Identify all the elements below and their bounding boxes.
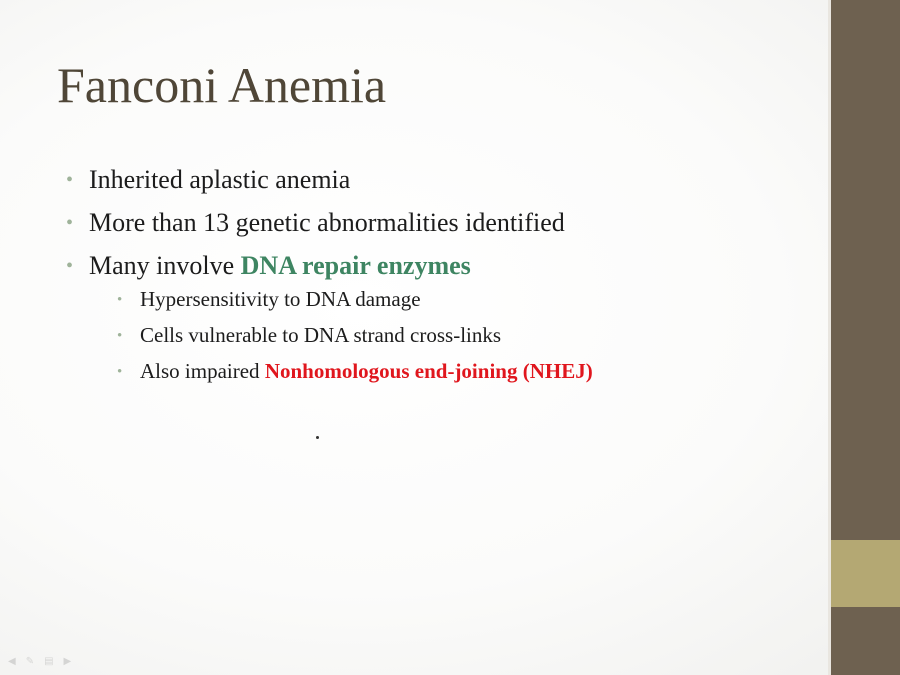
sub-bullet-item: [117, 358, 593, 384]
sub-bullet-marker-icon: •: [117, 292, 123, 308]
bullet-text: More than 13 genetic abnormalities identified: [89, 208, 565, 237]
next-slide-icon[interactable]: ▶: [63, 656, 72, 667]
side-bar-accent: [831, 540, 900, 607]
sub-bullet-text: Also impaired: [140, 359, 265, 383]
bullet-emphasis: DNA repair enzymes: [240, 251, 471, 280]
bullet-marker-icon: •: [66, 169, 74, 191]
bullet-marker-icon: •: [66, 212, 74, 234]
sub-bullet-item: [117, 286, 593, 312]
sub-bullet-text: Hypersensitivity to DNA damage: [140, 287, 421, 311]
sub-bullet-marker-icon: •: [117, 364, 123, 380]
bullet-list: [66, 164, 593, 395]
slide-title: Fanconi Anemia: [57, 57, 387, 113]
sub-bullet-emphasis: Nonhomologous end-joining (NHEJ): [264, 359, 593, 383]
bullet-marker-icon: •: [66, 255, 74, 277]
bullet-item: [66, 250, 593, 384]
bullet-text: Inherited aplastic anemia: [89, 165, 351, 194]
slide-menu-icon[interactable]: ▤: [44, 656, 54, 667]
sub-bullet-item: [117, 322, 593, 348]
slideshow-nav-controls: [8, 656, 71, 667]
sub-bullet-marker-icon: •: [117, 328, 123, 344]
bullet-item: [66, 164, 593, 196]
bullet-item: [66, 207, 593, 239]
previous-slide-icon[interactable]: ◀: [8, 656, 16, 667]
sub-bullet-text: Cells vulnerable to DNA strand cross-links: [140, 323, 502, 347]
bullet-text: Many involve: [89, 251, 241, 280]
pen-icon[interactable]: ✎: [25, 656, 35, 667]
stray-mark: [316, 436, 319, 439]
sub-bullet-list: [89, 286, 593, 384]
